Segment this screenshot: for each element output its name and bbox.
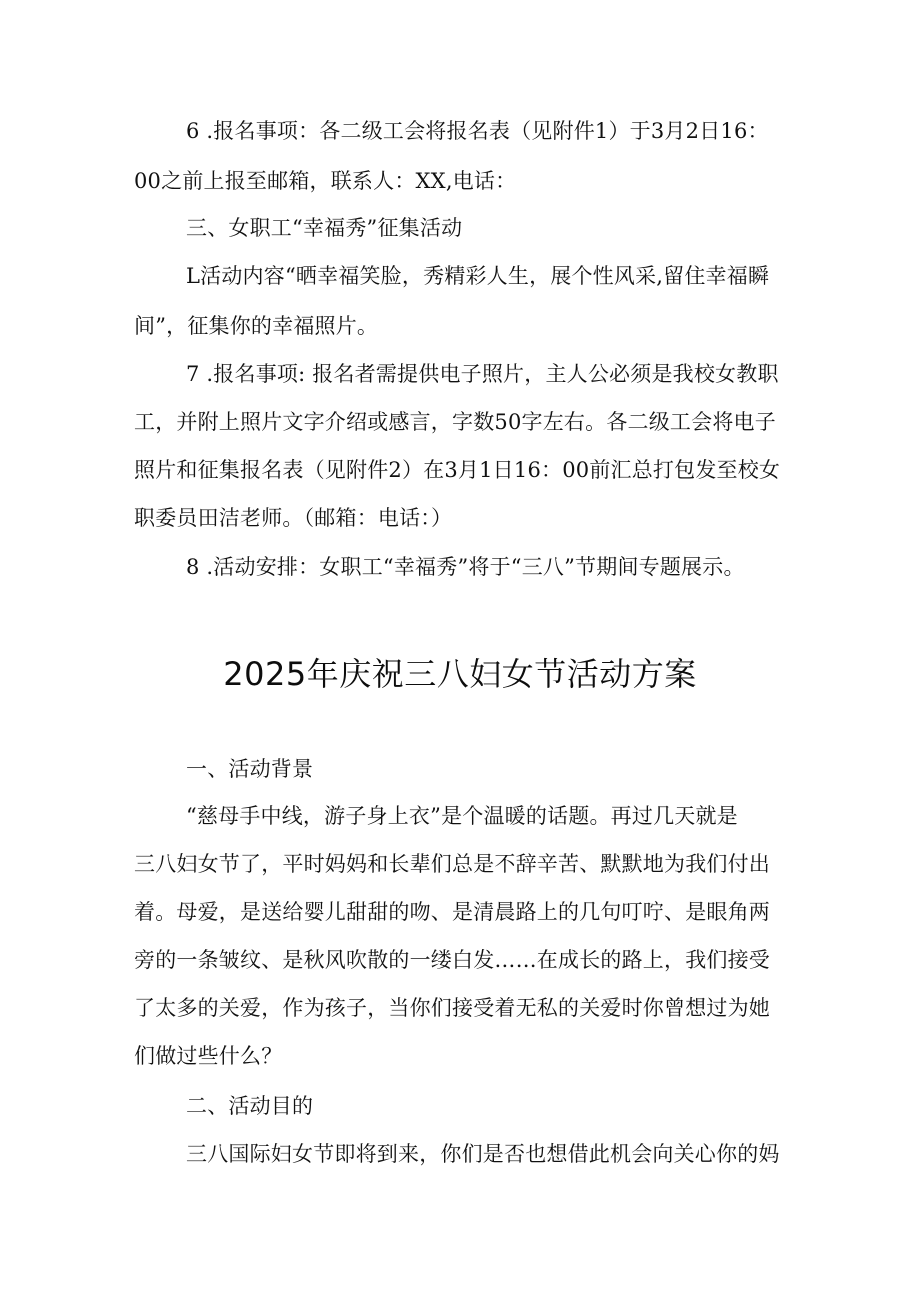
background-line-3: 着。母爱，是送给婴儿甜甜的吻、是清晨路上的几句叮咛、是眼角两 — [134, 900, 770, 924]
section-1-heading: 一、活动背景 — [186, 757, 314, 781]
section-2-heading: 二、活动目的 — [186, 1094, 314, 1118]
purpose-line-1: 三八国际妇女节即将到来，你们是否也想借此机会向关心你的妈 — [186, 1142, 780, 1166]
item-7-line-2: 工，并附上照片文字介绍或感言，字数50字左右。各二级工会将电子 — [134, 410, 776, 434]
background-line-1: “慈母手中线，游子身上衣”是个温暖的话题。再过几天就是 — [186, 804, 738, 828]
item-7-line-3: 照片和征集报名表（见附件2）在3月1日16：00前汇总打包发至校女 — [134, 458, 781, 482]
background-line-6: 们做过些什么？ — [134, 1044, 283, 1068]
section-3-heading: 三、女职工“幸福秀”征集活动 — [186, 216, 463, 240]
item-6-line-2: 00之前上报至邮箱，联系人：XX,电话： — [134, 169, 517, 193]
item-6-line-1: 6 .报名事项：各二级工会将报名表（见附件1）于3月2日16： — [186, 119, 769, 143]
item-l-line-2: 间”，征集你的幸福照片。 — [134, 314, 379, 338]
item-7-line-4: 职委员田洁老师。（邮箱：电话：） — [134, 506, 453, 530]
background-line-4: 旁的一条皱纹、是秋风吹散的一缕白发……在成长的路上，我们接受 — [134, 948, 770, 972]
item-8: 8 .活动安排：女职工“幸福秀”将于“三八”节期间专题展示。 — [186, 555, 745, 579]
background-line-2: 三八妇女节了，平时妈妈和长辈们总是不辞辛苦、默默地为我们付出 — [134, 852, 770, 876]
item-7-line-1: 7 .报名事项: 报名者需提供电子照片，主人公必须是我校女教职 — [186, 362, 779, 386]
background-line-5: 了太多的关爱，作为孩子，当你们接受着无私的关爱时你曾想过为她 — [134, 996, 770, 1020]
item-l-line-1: L活动内容“晒幸福笑脸，秀精彩人生，展个性风采,留住幸福瞬 — [186, 264, 770, 288]
document-title: 2025年庆祝三八妇女节活动方案 — [223, 655, 697, 693]
